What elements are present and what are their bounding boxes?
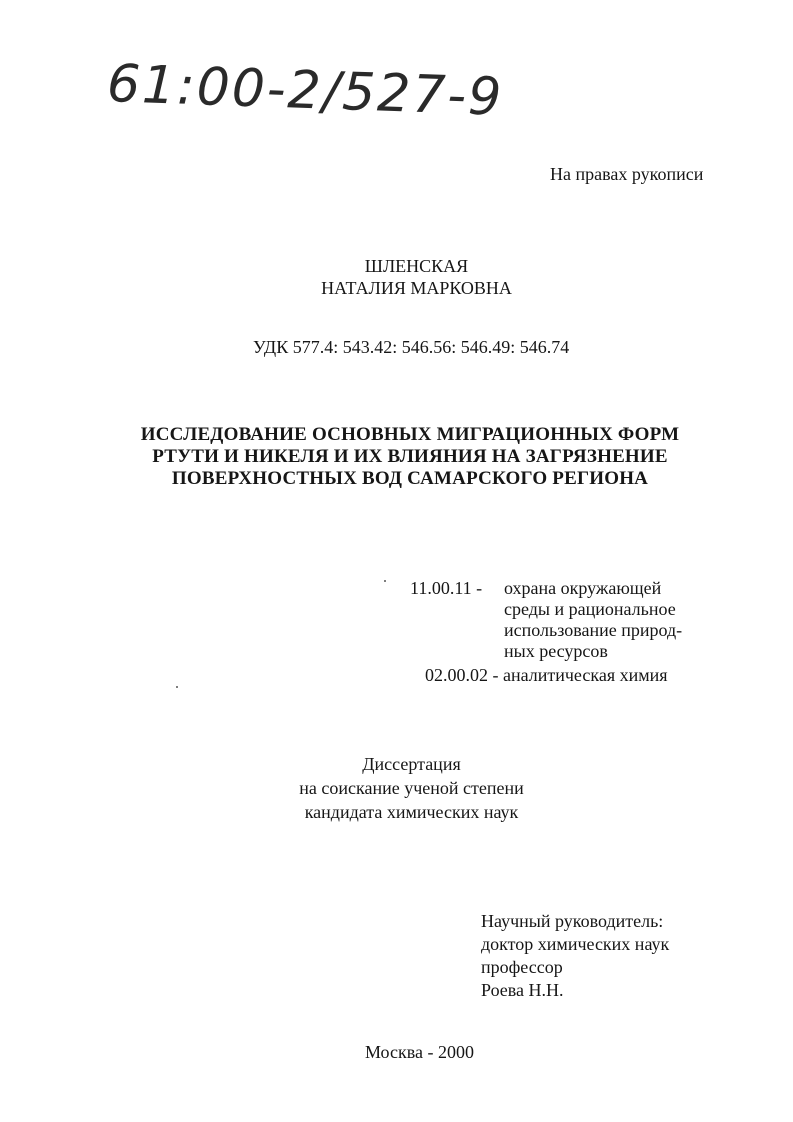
archive-number-text: 61:00-2/527-9: [106, 54, 505, 128]
specialty-2: [425, 665, 725, 687]
specialty-description-line: среды и рациональное: [504, 599, 676, 619]
title-line: ПОВЕРХНОСТНЫХ ВОД САМАРСКОГО РЕГИОНА: [171, 468, 649, 489]
author-block: [0, 255, 793, 299]
supervisor-block: [481, 910, 669, 1002]
scan-speck: [176, 686, 178, 688]
specialty-code: 11.00.11 -: [410, 578, 483, 598]
city-year: Москва - 2000: [365, 1042, 474, 1062]
degree-line: на соискание ученой степени: [299, 778, 524, 798]
specialty-code: 02.00.02 -: [425, 665, 499, 685]
specialty-description: аналитическая химия: [503, 665, 668, 685]
handwritten-archive-number: [106, 54, 505, 141]
specialty-description-line: использование природ-: [504, 620, 683, 640]
author-name: НАТАЛИЯ МАРКОВНА: [321, 278, 512, 298]
supervisor-degree: доктор химических наук: [481, 934, 670, 954]
degree-block: [0, 752, 793, 824]
supervisor-name: Роева Н.Н.: [481, 980, 564, 1000]
specialty-description-line: ных ресурсов: [504, 641, 608, 661]
title-line: ИССЛЕДОВАНИЕ ОСНОВНЫХ МИГРАЦИОННЫХ ФОРМ: [140, 424, 680, 445]
dissertation-title: [100, 424, 720, 490]
title-line: РТУТИ И НИКЕЛЯ И ИХ ВЛИЯНИЯ НА ЗАГРЯЗНЕНИЕ: [152, 446, 668, 467]
udk-code: УДК 577.4: 543.42: 546.56: 546.49: 546.74: [253, 337, 570, 357]
author-surname: ШЛЕНСКАЯ: [364, 256, 469, 276]
degree-line: кандидата химических наук: [304, 802, 519, 822]
specialty-description: [504, 578, 682, 662]
specialty-description-line: охрана окружающей: [504, 578, 662, 598]
scan-speck: [384, 580, 386, 582]
supervisor-rank: профессор: [481, 957, 563, 977]
rights-note: На правах рукописи: [550, 164, 704, 184]
supervisor-role: Научный руководитель:: [481, 911, 664, 931]
degree-line: Диссертация: [362, 754, 461, 774]
specialty-1: [410, 578, 710, 668]
